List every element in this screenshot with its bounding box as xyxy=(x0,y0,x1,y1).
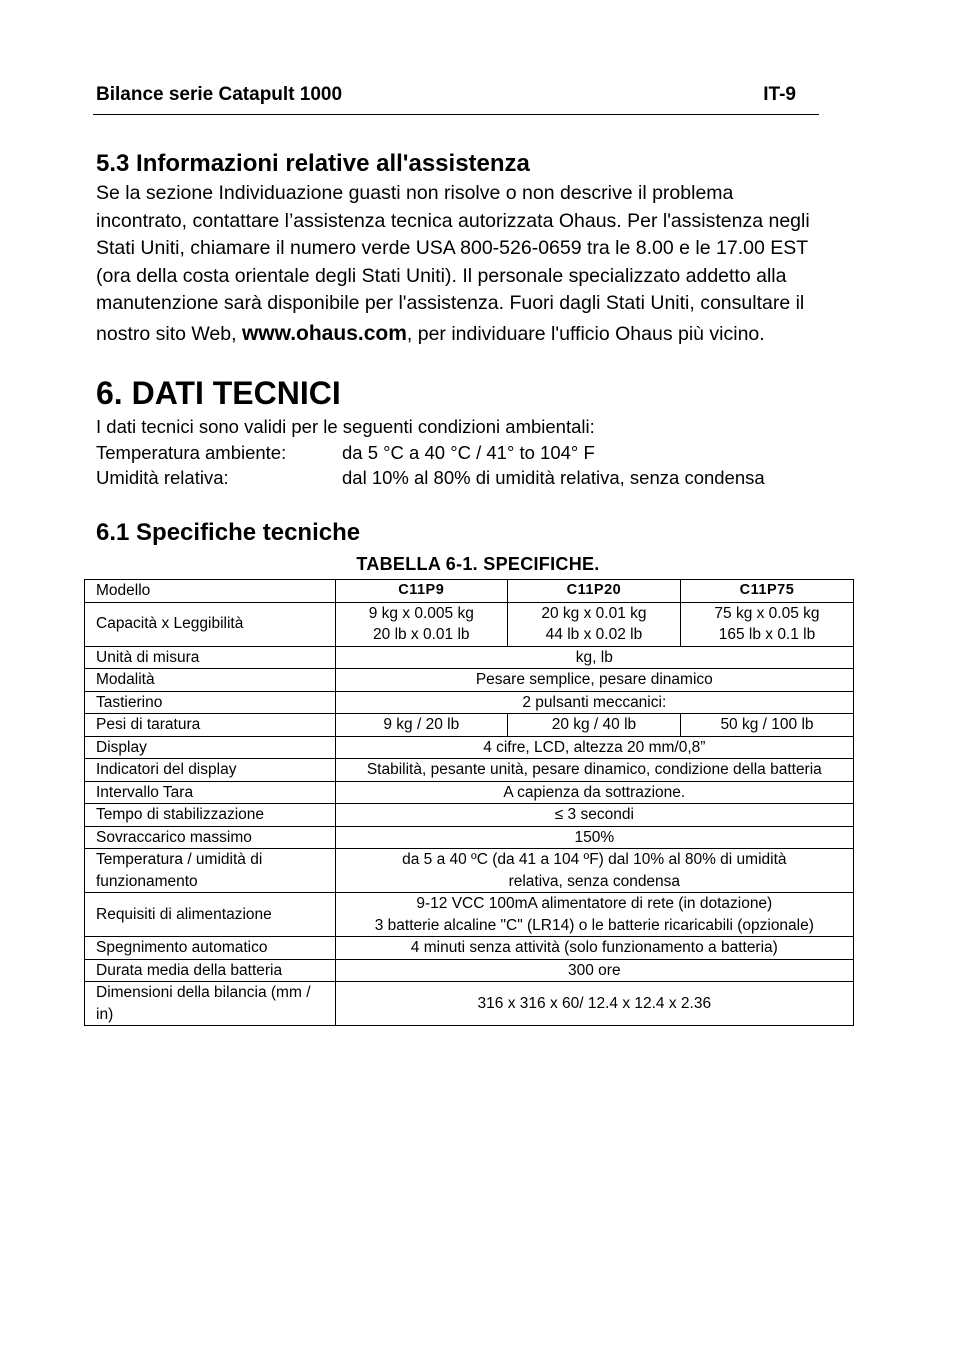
table-row xyxy=(85,691,854,714)
table-row xyxy=(85,736,854,759)
cell-line: 9-12 VCC 100mA alimentatore di rete (in dotazione) xyxy=(416,895,773,912)
row-label: Indicatori del display xyxy=(85,759,336,782)
table-cell xyxy=(335,893,853,937)
cell-line: 20 kg x 0.01 kg xyxy=(541,604,647,622)
paragraph-text: , per individuare l'ufficio Ohaus più vicino. xyxy=(406,322,765,345)
table-cell: Pesare semplice, pesare dinamico xyxy=(335,669,853,692)
page-header xyxy=(96,84,796,108)
row-label: Tastierino xyxy=(85,691,336,714)
environment-intro: I dati tecnici sono validi per le seguenti condizioni ambientali: xyxy=(96,416,595,437)
row-label: Spegnimento automatico xyxy=(85,937,336,960)
cell-line: funzionamento xyxy=(96,872,198,890)
row-label: Unità di misura xyxy=(85,646,336,669)
cell-line: 20 lb x 0.01 lb xyxy=(373,626,470,643)
condition-value: da 5 °C a 40 °C / 41° to 104° F xyxy=(342,441,595,463)
cell-line: in) xyxy=(96,1005,114,1023)
table-row xyxy=(85,849,854,893)
table-row xyxy=(85,580,854,603)
table-cell: 300 ore xyxy=(335,959,853,982)
table-cell: A capienza da sottrazione. xyxy=(335,781,853,804)
website-link[interactable]: www.ohaus.com xyxy=(241,321,407,345)
table-cell: Stabilità, pesante unità, pesare dinamico, condizione della batteria xyxy=(335,759,853,782)
table-row xyxy=(85,714,854,737)
table-cell: 2 pulsanti meccanici: xyxy=(335,691,853,714)
cell-line: Temperatura / umidità di xyxy=(96,851,263,868)
condition-row xyxy=(96,465,856,491)
table-cell: ≤ 3 secondi xyxy=(335,804,853,827)
table-row xyxy=(85,959,854,982)
header-title: Bilance serie Catapult 1000 xyxy=(96,84,343,105)
row-label: Tempo di stabilizzazione xyxy=(85,804,336,827)
row-label: Pesi di taratura xyxy=(85,714,336,737)
section-6-1-title: 6.1 Specifiche tecniche xyxy=(96,519,361,546)
table-cell: 9 kg / 20 lb xyxy=(335,714,507,737)
cell-line: 75 kg x 0.05 kg xyxy=(714,604,820,622)
paragraph-line: manutenzione sarà disponibile per l'assistenza. Fuori dagli Stati Uniti, consultare il xyxy=(96,292,805,314)
table-row xyxy=(85,781,854,804)
cell-line: relativa, senza condensa xyxy=(508,872,681,890)
row-label: Requisiti di alimentazione xyxy=(85,893,336,937)
row-label: Display xyxy=(85,736,336,759)
cell-line: 165 lb x 0.1 lb xyxy=(718,626,816,643)
table-row xyxy=(85,646,854,669)
table-row xyxy=(85,602,854,646)
cell-line: 3 batterie alcaline "C" (LR14) o le batterie ricaricabili (opzionale) xyxy=(374,916,814,934)
table-row xyxy=(85,982,854,1026)
table-row xyxy=(85,759,854,782)
condition-value: dal 10% al 80% di umidità relativa, senza condensa xyxy=(342,467,765,488)
paragraph-line xyxy=(96,320,876,349)
model-header: C11P20 xyxy=(507,580,680,603)
model-header: C11P9 xyxy=(335,580,507,603)
table-row xyxy=(85,669,854,692)
paragraph-line: Stati Uniti, chiamare il numero verde USA 800-526-0659 tra le 8.00 e le 17.00 EST xyxy=(96,237,809,259)
table-cell: 50 kg / 100 lb xyxy=(680,714,853,737)
condition-label: Umidità relativa: xyxy=(96,467,229,488)
row-label: Modello xyxy=(85,580,336,603)
row-label: Modalità xyxy=(85,669,336,692)
cell-line: 44 lb x 0.02 lb xyxy=(545,626,643,643)
paragraph-line: (ora della costa orientale degli Stati Uniti). Il personale specializzato addetto alla xyxy=(96,264,787,287)
table-cell: 20 kg / 40 lb xyxy=(507,714,680,737)
specifications-table xyxy=(84,579,854,1026)
row-label xyxy=(85,982,336,1026)
table-row xyxy=(85,826,854,849)
row-label: Sovraccarico massimo xyxy=(85,826,336,849)
table-cell xyxy=(507,602,680,646)
table-cell xyxy=(335,849,853,893)
paragraph-line: incontrato, contattare l’assistenza tecnica autorizzata Ohaus. Per l'assistenza negli xyxy=(96,209,810,232)
table-cell xyxy=(680,602,853,646)
cell-line: da 5 a 40 ºC (da 41 a 104 ºF) dal 10% al 80% di umidità xyxy=(402,851,787,868)
row-label xyxy=(85,849,336,893)
table-cell: 4 cifre, LCD, altezza 20 mm/0,8” xyxy=(335,736,853,759)
table-cell: 316 x 316 x 60/ 12.4 x 12.4 x 2.36 xyxy=(335,982,853,1026)
section-5-3-paragraph xyxy=(96,180,876,348)
table-cell: kg, lb xyxy=(335,646,853,669)
table-caption-text: TABELLA 6-1. SPECIFICHE. xyxy=(356,554,600,574)
condition-row xyxy=(96,440,856,466)
section-5-3-title: 5.3 Informazioni relative all'assistenza xyxy=(96,150,530,177)
row-label: Capacità x Leggibilità xyxy=(85,602,336,646)
table-cell: 4 minuti senza attività (solo funzionamento a batteria) xyxy=(335,937,853,960)
header-divider xyxy=(93,114,819,115)
table-caption xyxy=(0,554,954,575)
condition-label: Temperatura ambiente: xyxy=(96,441,287,463)
cell-line: Dimensioni della bilancia (mm / xyxy=(96,984,311,1001)
table-row xyxy=(85,804,854,827)
environment-conditions xyxy=(96,414,856,491)
row-label: Intervallo Tara xyxy=(85,781,336,804)
page-number: IT-9 xyxy=(763,84,796,105)
row-label: Durata media della batteria xyxy=(85,959,336,982)
table-row xyxy=(85,937,854,960)
table-cell xyxy=(335,602,507,646)
table-cell: 150% xyxy=(335,826,853,849)
model-header: C11P75 xyxy=(680,580,853,603)
paragraph-text: nostro sito Web, xyxy=(96,322,242,345)
section-6-title: 6. DATI TECNICI xyxy=(96,375,341,411)
table-row xyxy=(85,893,854,937)
paragraph-line: Se la sezione Individuazione guasti non risolve o non descrive il problema xyxy=(96,182,734,204)
cell-line: 9 kg x 0.005 kg xyxy=(368,604,474,622)
